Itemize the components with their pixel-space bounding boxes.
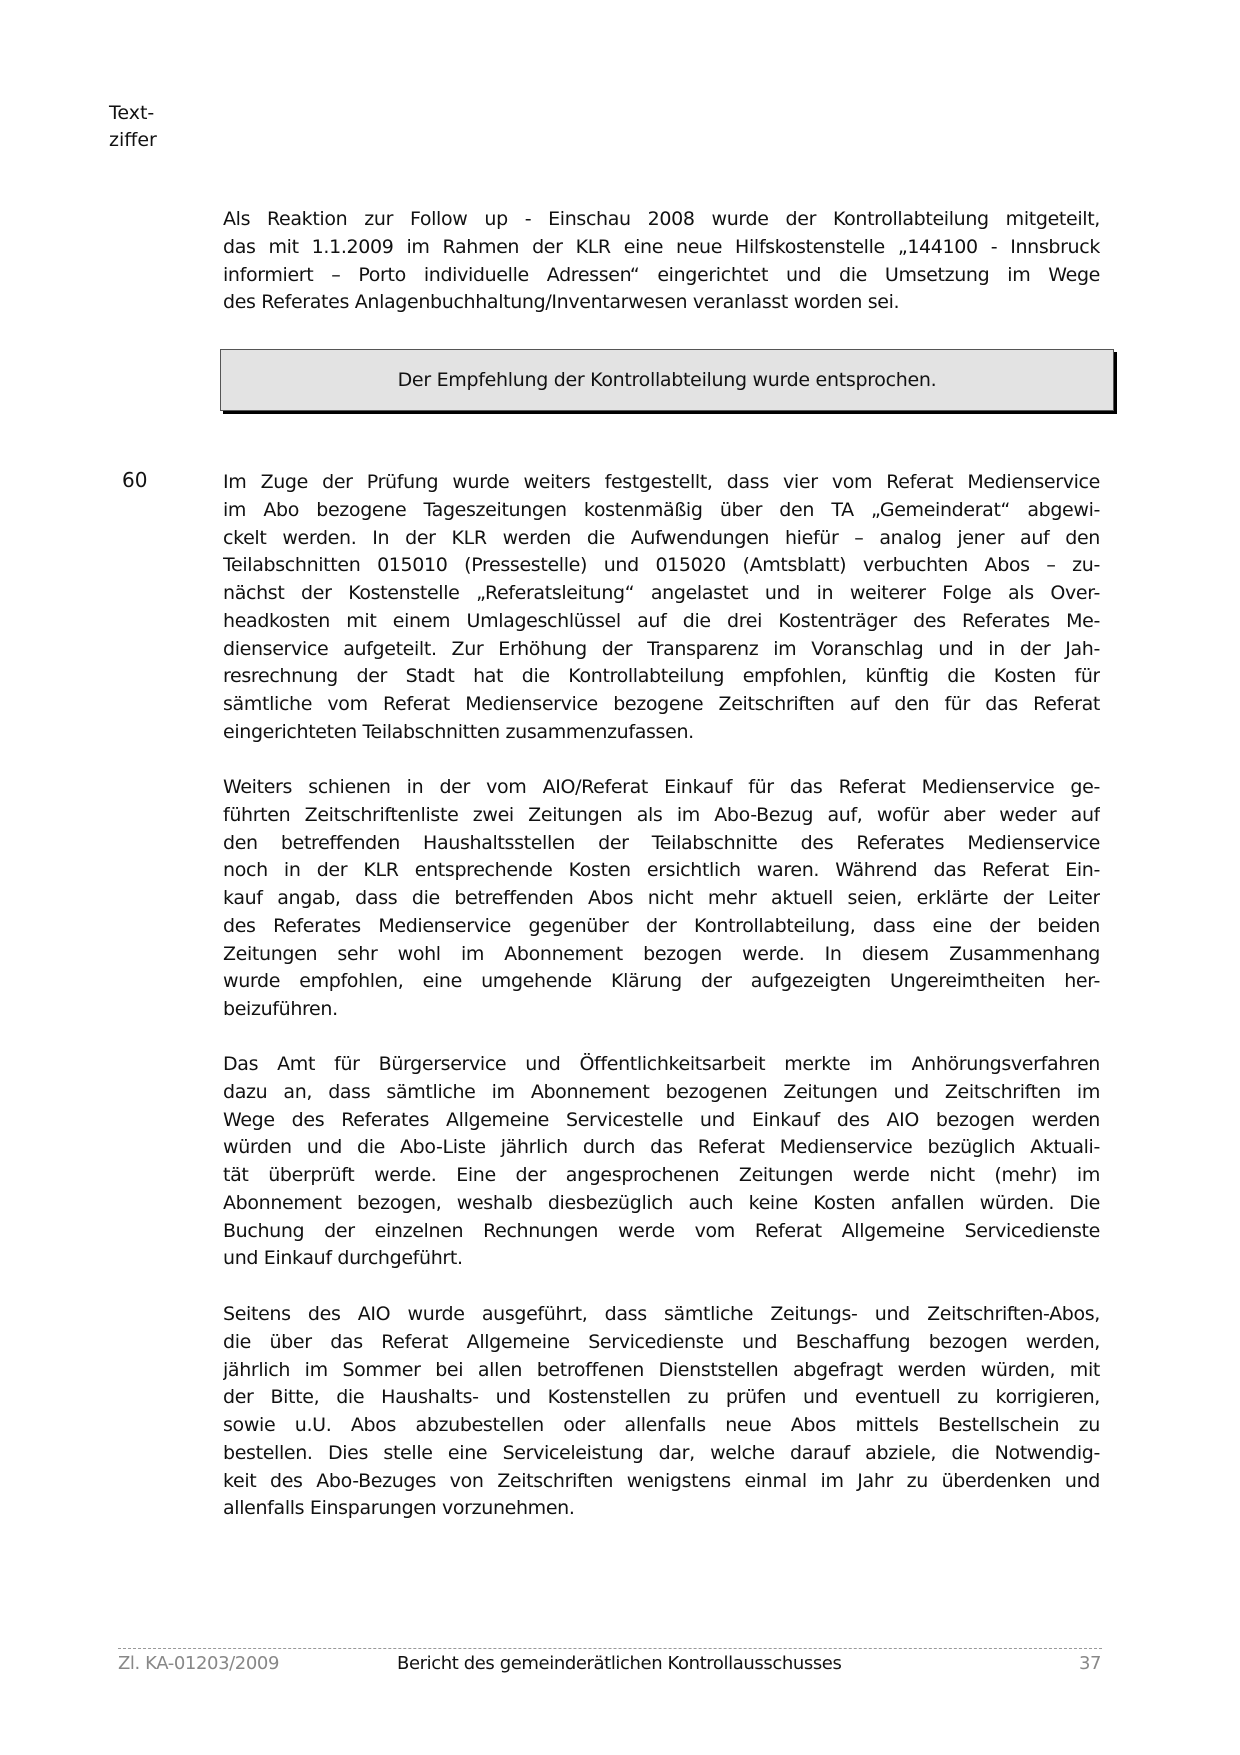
paragraph-1 — [223, 469, 1100, 747]
text-line: nächst der Kostenstelle „Referatsleitung“ angelastet und in weiterer Folge als Over- — [223, 582, 1100, 604]
margin-label-line: Text- — [109, 102, 155, 124]
text-line: bestellen. Dies stelle eine Serviceleistung dar, welche darauf abziele, die Notwendig- — [223, 1441, 1100, 1464]
text-line: Weiters schienen in der vom AIO/Referat Einkauf für das Referat Medienservice ge- — [223, 776, 1100, 798]
text-line: des Referates Anlagenbuchhaltung/Inventarwesen veranlasst worden sei. — [223, 291, 900, 314]
text-line: noch in der KLR entsprechende Kosten ersichtlich waren. Während das Referat Ein- — [223, 859, 1100, 882]
text-line: das mit 1.1.2009 im Rahmen der KLR eine neue Hilfskostenstelle „144100 - Innsbruck — [223, 235, 1100, 258]
text-line: kauf angab, dass die betreffenden Abos nicht mehr aktuell seien, erklärte der Leiter — [223, 887, 1100, 909]
section-number: 60 — [122, 468, 148, 492]
text-line: eingerichteten Teilabschnitten zusammenzufassen. — [223, 720, 694, 743]
text-line: Seitens des AIO wurde ausgeführt, dass sämtliche Zeitungs- und Zeitschriften-Abos, — [223, 1303, 1100, 1325]
text-line: ckelt werden. In der KLR werden die Aufwendungen hiefür – analog jener auf den — [223, 526, 1100, 549]
text-line: headkosten mit einem Umlageschlüssel auf die drei Kostenträger des Referates Me- — [223, 609, 1100, 632]
text-line: Im Zuge der Prüfung wurde weiters festgestellt, dass vier vom Referat Medienservice — [223, 471, 1100, 493]
text-line: des Referates Medienservice gegenüber der Kontrollabteilung, dass eine der beiden — [223, 914, 1100, 937]
paragraph-4 — [223, 1301, 1100, 1523]
text-line: allenfalls Einsparungen vorzunehmen. — [223, 1497, 575, 1520]
text-line: sämtliche vom Referat Medienservice bezogene Zeitschriften auf den für das Referat — [223, 693, 1100, 715]
text-line: dienservice aufgeteilt. Zur Erhöhung der Transparenz im Voranschlag und in der Jah- — [223, 637, 1100, 660]
text-line: Als Reaktion zur Follow up - Einschau 2008 wurde der Kontrollabteilung mitgeteilt, — [223, 208, 1100, 230]
text-line: wurde empfohlen, eine umgehende Klärung der aufgezeigten Ungereimtheiten her- — [223, 970, 1100, 993]
text-line: der Bitte, die Haushalts- und Kostenstellen zu prüfen und eventuell zu korrigieren, — [223, 1386, 1100, 1409]
text-line: den betreffenden Haushaltsstellen der Teilabschnitte des Referates Medienservice — [223, 831, 1100, 854]
text-line: dazu an, dass sämtliche im Abonnement bezogenen Zeitungen und Zeitschriften im — [223, 1080, 1100, 1103]
footer-divider — [118, 1648, 1102, 1649]
result-box — [220, 349, 1114, 411]
text-line: Abonnement bezogen, weshalb diesbezüglich auch keine Kosten anfallen würden. Die — [223, 1191, 1100, 1214]
text-line: informiert – Porto individuelle Adressen“ eingerichtet und die Umsetzung im Wege — [223, 263, 1100, 286]
text-line: Wege des Referates Allgemeine Servicestelle und Einkauf des AIO bezogen werden — [223, 1108, 1100, 1131]
text-line: keit des Abo-Bezuges von Zeitschriften wenigstens einmal im Jahr zu überdenken und — [223, 1469, 1100, 1492]
footer-page-number: 37 — [1079, 1653, 1102, 1674]
text-line: Das Amt für Bürgerservice und Öffentlichkeitsarbeit merkte im Anhörungsverfahren — [223, 1053, 1100, 1075]
margin-label-textziffer — [109, 100, 157, 154]
text-line: und Einkauf durchgeführt. — [223, 1247, 463, 1270]
text-line: Teilabschnitten 015010 (Pressestelle) und 015020 (Amtsblatt) verbuchten Abos – zu- — [223, 554, 1100, 577]
text-line: jährlich im Sommer bei allen betroffenen Dienststellen abgefragt werden würden, mit — [223, 1358, 1100, 1381]
text-line: die über das Referat Allgemeine Servicedienste und Beschaffung bezogen werden, — [223, 1330, 1100, 1353]
footer-reference: Zl. KA-01203/2009 — [118, 1653, 280, 1674]
footer-title: Bericht des gemeinderätlichen Kontrollausschusses — [397, 1653, 842, 1674]
text-line: Zeitungen sehr wohl im Abonnement bezogen werde. In diesem Zusammenhang — [223, 942, 1100, 965]
margin-label-line: ziffer — [109, 129, 157, 151]
text-line: Buchung der einzelnen Rechnungen werde vom Referat Allgemeine Servicedienste — [223, 1219, 1100, 1242]
paragraph-2 — [223, 774, 1100, 1024]
paragraph-3 — [223, 1051, 1100, 1273]
text-line: führten Zeitschriftenliste zwei Zeitungen als im Abo-Bezug auf, wofür aber weder auf — [223, 803, 1100, 826]
text-line: tät überprüft werde. Eine der angesprochenen Zeitungen werde nicht (mehr) im — [223, 1164, 1100, 1186]
text-line: beizuführen. — [223, 998, 338, 1020]
text-line: würden und die Abo-Liste jährlich durch das Referat Medienservice bezüglich Aktuali- — [223, 1136, 1100, 1159]
text-line: resrechnung der Stadt hat die Kontrollabteilung empfohlen, künftig die Kosten für — [223, 665, 1100, 688]
text-line: sowie u.U. Abos abzubestellen oder allenfalls neue Abos mittels Bestellschein zu — [223, 1414, 1100, 1436]
text-line: im Abo bezogene Tageszeitungen kostenmäßig über den TA „Gemeinderat“ abgewi- — [223, 498, 1100, 521]
intro-paragraph — [223, 206, 1100, 317]
result-box-text: Der Empfehlung der Kontrollabteilung wurde entsprochen. — [397, 369, 937, 391]
